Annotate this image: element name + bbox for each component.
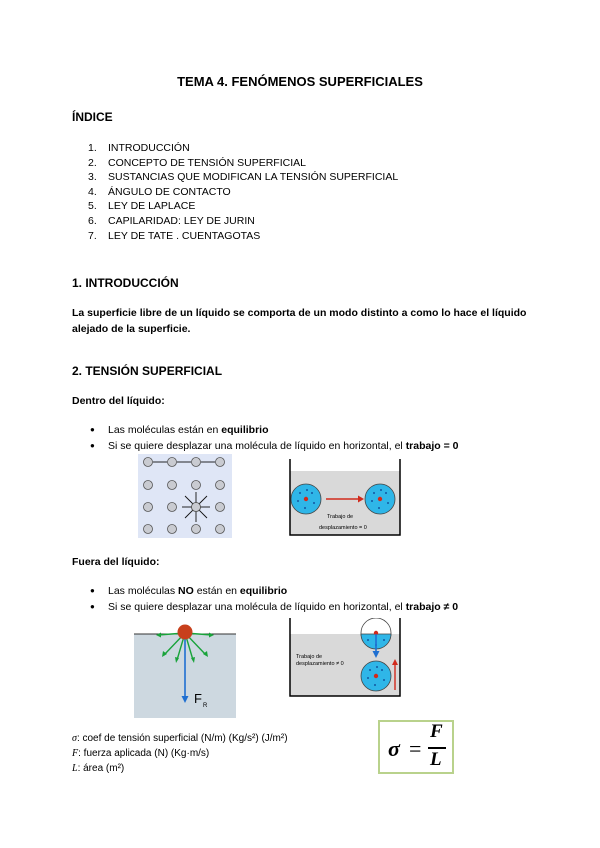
formula-equals: = — [409, 736, 422, 761]
index-list — [88, 141, 398, 243]
tank2-label-2: desplazamiento ≠ 0 — [296, 661, 344, 667]
index-item: 6. CAPILARIDAD: LEY DE JURIN — [88, 214, 255, 227]
index-heading: ÍNDICE — [72, 110, 113, 124]
definition-area: L: área (m²) — [72, 763, 125, 774]
tank-label-1: Trabajo de — [327, 514, 354, 520]
formula-box — [378, 720, 454, 774]
tension-heading: 2. TENSIÓN SUPERFICIAL — [72, 364, 223, 378]
list-item: ● Las moléculas NO están en equilibrio — [88, 583, 568, 599]
force-label-sub: R — [203, 703, 208, 709]
outside-bullets — [88, 583, 568, 615]
tank2-label-1: Trabajo de — [296, 654, 323, 660]
tank-equilibrium-figure — [288, 459, 402, 537]
formula-numerator: F — [430, 721, 443, 742]
tank-label-2: desplazamiento = 0 — [319, 525, 367, 531]
outside-heading: Fuera del líquido: — [72, 556, 160, 568]
intro-heading: 1. INTRODUCCIÓN — [72, 276, 179, 290]
index-item: 1. INTRODUCCIÓN — [88, 142, 190, 154]
definition-force: F: fuerza aplicada (N) (Kg·m/s) — [72, 748, 210, 759]
index-item: 7. LEY DE TATE . CUENTAGOTAS — [88, 229, 261, 242]
molecule-grid-figure — [138, 454, 232, 538]
list-item: ● Si se quiere desplazar una molécula de líquido en horizontal, el trabajo = 0 — [88, 438, 568, 454]
inside-bullets — [88, 422, 568, 454]
index-item: 2. CONCEPTO DE TENSIÓN SUPERFICIAL — [88, 156, 306, 169]
formula-sigma: σ — [388, 736, 400, 761]
inside-heading: Dentro del líquido: — [72, 395, 165, 407]
list-item: ● Si se quiere desplazar una molécula de líquido en horizontal, el trabajo ≠ 0 — [88, 599, 568, 615]
index-item: 3. SUSTANCIAS QUE MODIFICAN LA TENSIÓN SUPERFICIAL — [88, 171, 399, 184]
force-label: F — [194, 691, 202, 706]
definition-sigma: σ: coef de tensión superficial (N/m) (Kg/s²) (J/m²) — [72, 733, 288, 744]
surface-force-figure — [134, 622, 236, 718]
index-item: 5. LEY DE LAPLACE — [88, 200, 196, 213]
index-item: 4. ÁNGULO DE CONTACTO — [88, 185, 231, 198]
tank-nonequilibrium-figure — [288, 618, 402, 698]
intro-text: La superficie libre de un líquido se comporta de un modo distinto a como lo hace el líquido alejado de la superficie. — [72, 307, 527, 335]
definitions — [72, 731, 288, 776]
page-title: TEMA 4. FENÓMENOS SUPERFICIALES — [177, 74, 423, 89]
list-item: ● Las moléculas están en equilibrio — [88, 422, 568, 438]
formula-denominator: L — [430, 749, 442, 770]
